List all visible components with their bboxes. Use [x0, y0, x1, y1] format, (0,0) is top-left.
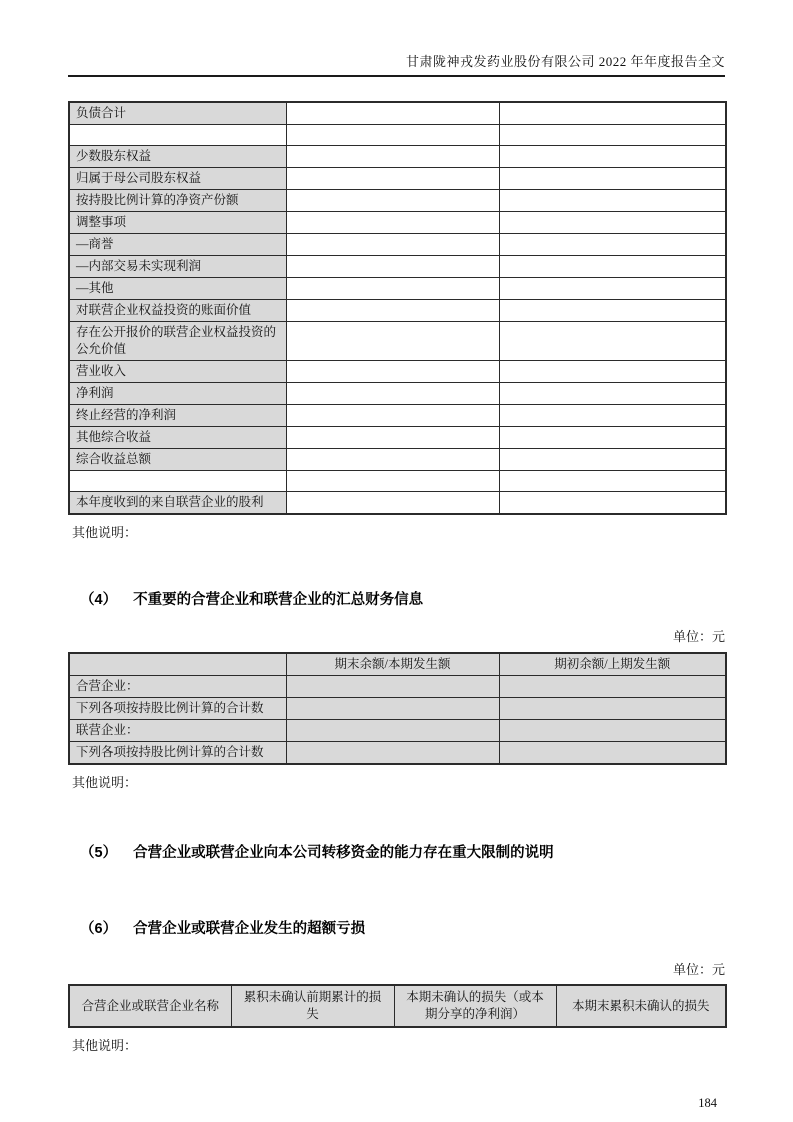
value-cell [286, 492, 499, 515]
table-row [69, 212, 726, 234]
column-header-cell: 合营企业或联营企业名称 [69, 985, 231, 1027]
value-cell [286, 676, 499, 698]
value-cell [499, 146, 726, 168]
row-label-cell: —其他 [69, 278, 286, 300]
value-cell [499, 234, 726, 256]
value-cell [499, 742, 726, 765]
value-cell [286, 322, 499, 361]
row-label-cell: 营业收入 [69, 361, 286, 383]
table-row [69, 190, 726, 212]
row-label-cell: 对联营企业权益投资的账面价值 [69, 300, 286, 322]
section-4-number: （4） [80, 592, 118, 608]
row-label-cell [69, 471, 286, 492]
section-5-title: 合营企业或联营企业向本公司转移资金的能力存在重大限制的说明 [133, 845, 554, 861]
column-header-cell: 期初余额/上期发生额 [499, 653, 726, 676]
value-cell [499, 168, 726, 190]
table-row [69, 300, 726, 322]
table-header-row [69, 653, 726, 676]
value-cell [499, 190, 726, 212]
value-cell [286, 383, 499, 405]
page-header-title: 甘肃陇神戎发药业股份有限公司 2022 年年度报告全文 [405, 54, 725, 69]
value-cell [286, 190, 499, 212]
other-note-label: 其他说明： [72, 525, 138, 540]
value-cell [499, 405, 726, 427]
row-label-cell: 合营企业： [69, 676, 286, 698]
value-cell [499, 471, 726, 492]
column-header-cell: 本期未确认的损失（或本期分享的净利润） [394, 985, 556, 1027]
value-cell [286, 405, 499, 427]
value-cell [499, 383, 726, 405]
row-label-cell: 调整事项 [69, 212, 286, 234]
row-label-cell: 本年度收到的来自联营企业的股利 [69, 492, 286, 515]
value-cell [286, 212, 499, 234]
value-cell [499, 720, 726, 742]
table-row [69, 405, 726, 427]
table-row [69, 471, 726, 492]
row-label-cell: 下列各项按持股比例计算的合计数 [69, 698, 286, 720]
value-cell [499, 492, 726, 515]
row-label-cell: 按持股比例计算的净资产份额 [69, 190, 286, 212]
row-label-cell: 综合收益总额 [69, 449, 286, 471]
row-label-cell: 联营企业： [69, 720, 286, 742]
value-cell [499, 300, 726, 322]
section-4-heading [68, 588, 725, 609]
header-rule [68, 75, 725, 77]
row-label-cell: —商誉 [69, 234, 286, 256]
section-6-heading [68, 917, 725, 938]
associate-summary-table [68, 101, 727, 515]
value-cell [499, 361, 726, 383]
table-row [69, 676, 726, 698]
value-cell [286, 471, 499, 492]
associate-summary-table-body [69, 102, 726, 514]
table-row [69, 322, 726, 361]
table-row [69, 256, 726, 278]
table-row [69, 361, 726, 383]
section-6-number: （6） [80, 921, 118, 937]
excess-loss-table-body [69, 985, 726, 1027]
value-cell [499, 698, 726, 720]
table-row [69, 168, 726, 190]
other-note-label: 其他说明： [72, 1038, 138, 1053]
row-label-cell: 少数股东权益 [69, 146, 286, 168]
section-5-heading [68, 841, 725, 862]
value-cell [286, 449, 499, 471]
value-cell [286, 720, 499, 742]
value-cell [499, 256, 726, 278]
table-row [69, 742, 726, 765]
value-cell [499, 449, 726, 471]
value-cell [499, 102, 726, 125]
section-4-title: 不重要的合营企业和联营企业的汇总财务信息 [133, 592, 424, 608]
value-cell [286, 102, 499, 125]
table-row [69, 720, 726, 742]
table-row [69, 449, 726, 471]
summary-financial-table [68, 652, 727, 765]
value-cell [499, 676, 726, 698]
value-cell [286, 234, 499, 256]
section-6-title: 合营企业或联营企业发生的超额亏损 [133, 921, 366, 937]
row-label-cell: 存在公开报价的联营企业权益投资的公允价值 [69, 322, 286, 361]
column-header-cell: 期末余额/本期发生额 [286, 653, 499, 676]
row-label-cell: 负债合计 [69, 102, 286, 125]
table-row [69, 234, 726, 256]
value-cell [286, 742, 499, 765]
table-row [69, 102, 726, 125]
value-cell [286, 278, 499, 300]
value-cell [499, 212, 726, 234]
value-cell [286, 361, 499, 383]
column-header-cell: 累积未确认前期累计的损失 [231, 985, 394, 1027]
row-label-cell: 其他综合收益 [69, 427, 286, 449]
row-label-cell: 终止经营的净利润 [69, 405, 286, 427]
table-row [69, 146, 726, 168]
table-row [69, 383, 726, 405]
value-cell [499, 322, 726, 361]
value-cell [286, 427, 499, 449]
table-row [69, 427, 726, 449]
value-cell [499, 427, 726, 449]
value-cell [286, 125, 499, 146]
value-cell [286, 300, 499, 322]
row-label-cell [69, 125, 286, 146]
value-cell [286, 146, 499, 168]
unit-label: 单位：元 [672, 629, 725, 644]
table-row [69, 125, 726, 146]
value-cell [286, 256, 499, 278]
column-header-cell [69, 653, 286, 676]
other-note-label: 其他说明： [72, 775, 138, 790]
value-cell [286, 698, 499, 720]
table-row [69, 492, 726, 515]
section-5-number: （5） [80, 845, 118, 861]
value-cell [499, 125, 726, 146]
value-cell [286, 168, 499, 190]
row-label-cell: 净利润 [69, 383, 286, 405]
excess-loss-table [68, 984, 727, 1028]
row-label-cell: 归属于母公司股东权益 [69, 168, 286, 190]
table-row [69, 698, 726, 720]
page-number: 184 [698, 1096, 717, 1110]
table-header-row [69, 985, 726, 1027]
value-cell [499, 278, 726, 300]
row-label-cell: —内部交易未实现利润 [69, 256, 286, 278]
column-header-cell: 本期末累积未确认的损失 [556, 985, 726, 1027]
table-row [69, 278, 726, 300]
summary-financial-table-body [69, 653, 726, 764]
row-label-cell: 下列各项按持股比例计算的合计数 [69, 742, 286, 765]
unit-label: 单位：元 [672, 962, 725, 977]
